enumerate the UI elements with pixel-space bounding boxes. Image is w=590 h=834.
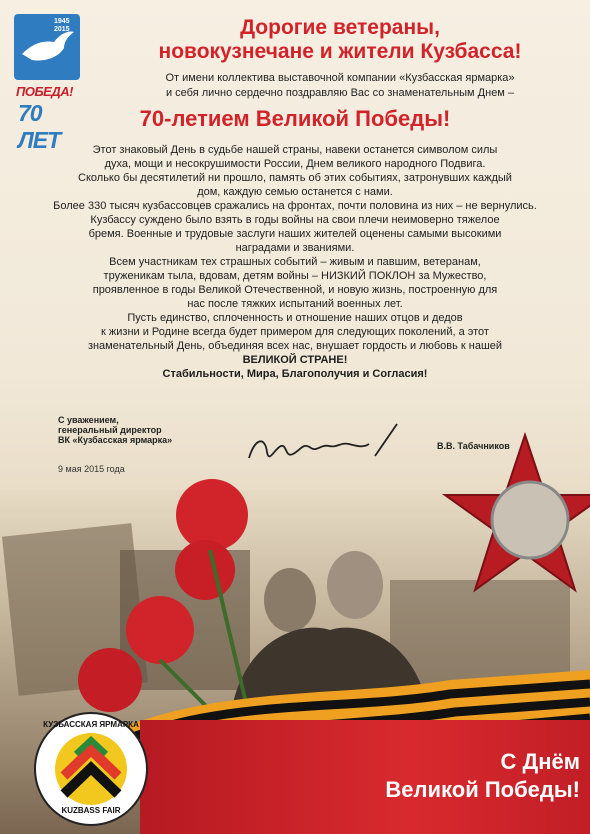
body-line: дом, каждую семью останется с нами. xyxy=(197,186,393,198)
kuz-logo-top-text: КУЗБАССКАЯ ЯРМАРКА xyxy=(43,720,139,729)
logo-year-start: 1945 xyxy=(54,18,70,25)
greeting-line-2: Великой Победы! xyxy=(385,777,580,802)
body-line: Этот знаковый День в судьбе нашей страны, навеки останется символом силы xyxy=(92,144,498,156)
body-line: духа, мощи и несокрушимости России, Днем великого народного Подвига. xyxy=(104,158,486,170)
body-line: к жизни и Родине всегда будет примером для следующих поколений, а этот xyxy=(101,326,489,338)
body-line: бремя. Военные и трудовые заслуги наших жителей оценены самыми высокими xyxy=(88,228,502,240)
signature-name: В.В. Табачников xyxy=(437,441,510,451)
handwritten-signature xyxy=(245,418,405,473)
greeting-title xyxy=(90,16,590,64)
body-line: проявленное в годы Великой Отечественной, и новую жизнь, построенную для xyxy=(92,284,498,296)
signature-regards: С уважением, xyxy=(58,415,119,425)
body-line: нас после тяжких испытаний военных лет. xyxy=(187,298,403,310)
kuzbass-fair-logo xyxy=(34,712,148,826)
dove-icon xyxy=(14,14,80,80)
letter-body xyxy=(30,143,560,381)
logo-year-end: 2015 xyxy=(54,26,70,33)
signature-position: генеральный директор xyxy=(58,425,162,435)
body-line: ВЕЛИКОЙ СТРАНЕ! xyxy=(242,354,348,366)
intro-line-1: От имени коллектива выставочной компании «Кузбасская ярмарка» xyxy=(165,72,515,84)
body-line: Всем участникам тех страшных событий – живым и павшим, ветеранам, xyxy=(109,256,481,268)
logo-pobeda: ПОБЕДА! xyxy=(16,84,73,99)
body-line: Более 330 тысяч кузбассовцев сражались на фронтах, почти половина из них – не вернулись. xyxy=(53,200,537,212)
body-line: Сколько бы десятилетий ни прошло, память об этих событиях, затронувших каждый xyxy=(78,172,512,184)
signature-date: 9 мая 2015 года xyxy=(58,464,125,474)
victory-day-greeting xyxy=(300,748,580,804)
anniversary-title: 70-летием Великой Победы! xyxy=(139,106,451,131)
logo-70-let: 70 ЛЕТ xyxy=(18,100,61,153)
signature-block xyxy=(58,415,172,445)
kuz-logo-bottom-text: KUZBASS FAIR xyxy=(61,806,121,815)
greeting-line-1: С Днём xyxy=(500,749,580,774)
title-line-1: Дорогие ветераны, xyxy=(240,16,440,39)
body-line: знаменательный День, объединяя всех нас, внушает гордость и любовь к нашей xyxy=(87,340,503,352)
body-line: Стабильности, Мира, Благополучия и Согласия! xyxy=(162,368,428,380)
body-line: наградами и званиями. xyxy=(235,242,355,254)
signature-company: ВК «Кузбасская ярмарка» xyxy=(58,435,173,445)
body-line: Кузбассу суждено было взять в годы войны на свои плечи неимоверно тяжелое xyxy=(90,214,500,226)
order-star-icon xyxy=(440,430,590,600)
intro-line-2: и себя лично сердечно поздравляю Вас со знаменательным Днем – xyxy=(165,87,515,99)
title-line-2: новокузнечане и жители Кузбасса! xyxy=(158,40,522,63)
body-line: труженикам тыла, вдовам, детям войны – НИЗКИЙ ПОКЛОН за Мужество, xyxy=(103,270,487,282)
intro-text xyxy=(90,71,590,101)
body-line: Пусть единство, сплоченность и отношение наших отцов и дедов xyxy=(127,312,463,324)
logo-years xyxy=(54,18,70,34)
